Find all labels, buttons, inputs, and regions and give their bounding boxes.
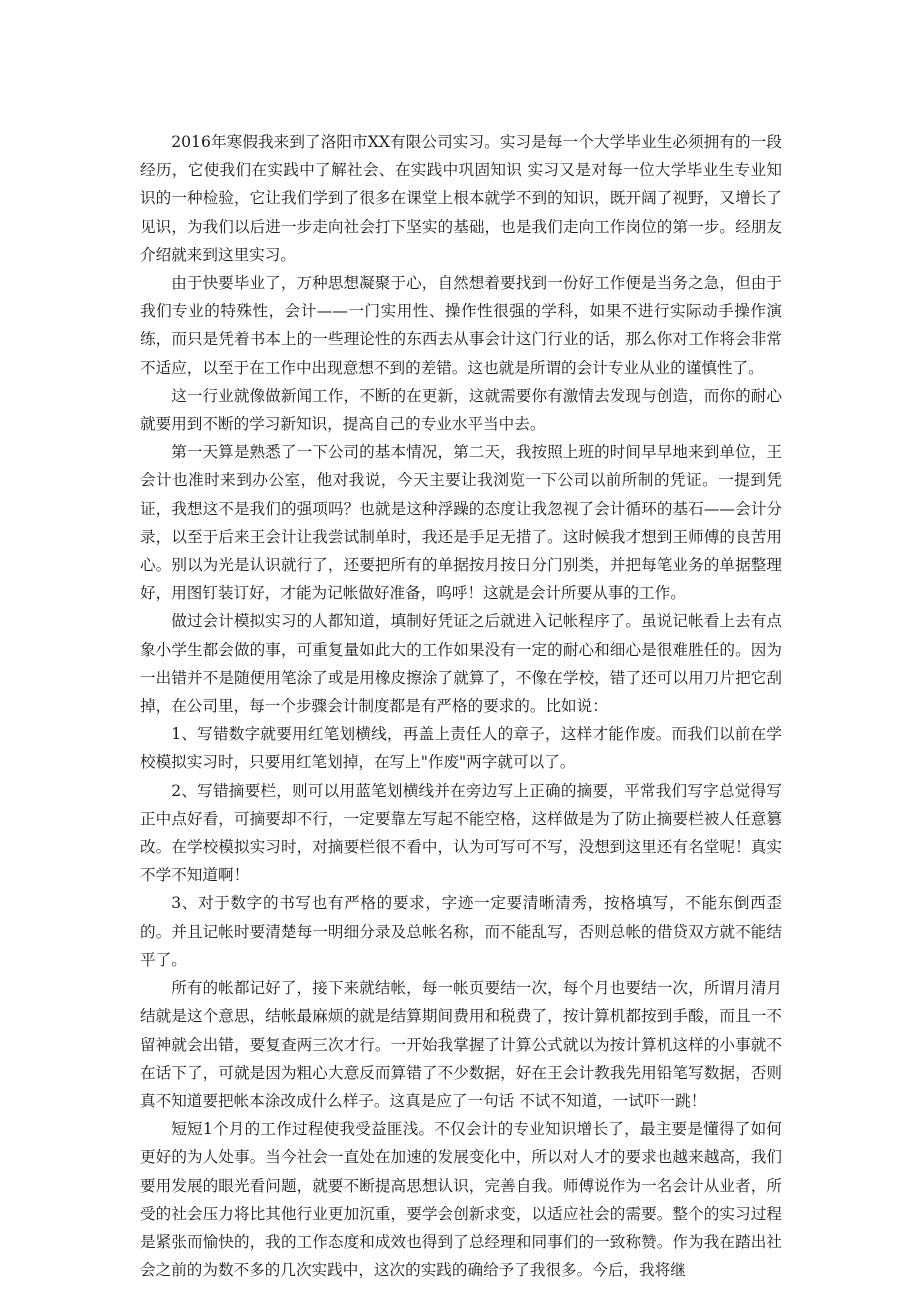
paragraph-2: 由于快要毕业了，万种思想凝聚于心，自然想着要找到一份好工作便是当务之急，但由于我们专业的特殊性，会计——一门实用性、操作性很强的学科，如果不进行实际动手操作演练，而只是凭着书本上的一些理论性的东西去从事会计这门行业的话，那么你对工作将会非常不适应，以至于在工作中出现意想不到的差错。这也就是所谓的会计专业从业的谨慎性了。 [140,274,782,377]
paragraph-7: 短短1个月的工作过程使我受益匪浅。不仅会计的专业知识增长了，最主要是懂得了如何更好的为人处事。当今社会一直处在加速的发展变化中，所以对人才的要求也越来越高，我们要用发展的眼光看问题，就要不断提高思想认识，完善自我。师傅说作为一名会计从业者，所受的社会压力将比其他行业更加沉重，要学会创新求变，以适应社会的需要。整个的实习过程是紧张而愉快的，我的工作态度和成效也得到了总经理和同事们的一致称赞。作为我在踏出社会之前的为数不多的几次实践中，这次的实践的确给予了我很多。今后，我将继 [140,1120,782,1280]
paragraph-4: 第一天算是熟悉了一下公司的基本情况，第二天，我按照上班的时间早早地来到单位，王会计也准时来到办公室，他对我说，今天主要让我浏览一下公司以前所制的凭证。一提到凭证，我想这不是我们的强项吗？也就是这种浮躁的态度让我忽视了会计循环的基石——会计分录，以至于后来王会计让我尝试制单时，我还是手足无措了。这时候我才想到王师傅的良苦用心。别以为光是认识就行了，还要把所有的单据按月按日分门别类，并把每笔业务的单据整理好，用图钉装订好，才能为记帐做好准备，呜呼！这就是会计所要从事的工作。 [140,443,782,603]
paragraph-3: 这一行业就像做新闻工作，不断的在更新，这就需要你有激情去发现与创造，而你的耐心就要用到不断的学习新知识，提高自己的专业水平当中去。 [140,386,782,434]
list-item-1: 1、写错数字就要用红笔划横线，再盖上责任人的章子，这样才能作废。而我们以前在学校模拟实习时，只要用红笔划掉，在写上"作废"两字就可以了。 [140,725,782,772]
document-body [140,128,782,1284]
paragraph-5: 做过会计模拟实习的人都知道，填制好凭证之后就进入记帐程序了。虽说记帐看上去有点象小学生都会做的事，可重复量如此大的工作如果没有一定的耐心和细心是很难胜任的。因为一出错并不是随便用笔涂了或是用橡皮擦涂了就算了，不像在学校，错了还可以用刀片把它刮掉，在公司里，每一个步骤会计制度都是有严格的要求的。比如说： [140,612,782,716]
list-item-2: 2、写错摘要栏，则可以用蓝笔划横线并在旁边写上正确的摘要，平常我们写字总觉得写正中点好看，可摘要却不行，一定要靠左写起不能空格，这样做是为了防止摘要栏被人任意篡改。在学校模拟实习时，对摘要栏很不看中，认为可写可不写，没想到这里还有名堂呢！真实不学不知道啊！ [140,781,782,885]
paragraph-1: 2016年寒假我来到了洛阳市XX有限公司实习。实习是每一个大学毕业生必须拥有的一段经历，它使我们在实践中了解社会、在实践中巩固知识 实习又是对每一位大学毕业生专业知识的一种检验，它让我们学到了很多在课堂上根本就学不到的知识，既开阔了视野，又增长了见识，为我们以后进一步走向社会打下坚实的基础，也是我们走向工作岗位的第一步。经朋友介绍就来到这里实习。 [140,133,782,264]
list-item-3: 3、对于数字的书写也有严格的要求，字迹一定要清晰清秀，按格填写，不能东倒西歪的。并且记帐时要清楚每一明细分录及总帐名称，而不能乱写，否则总帐的借贷双方就不能结平了。 [140,894,782,969]
paragraph-6: 所有的帐都记好了，接下来就结帐，每一帐页要结一次，每个月也要结一次，所谓月清月结就是这个意思，结帐最麻烦的就是结算期间费用和税费了，按计算机都按到手酸，而且一不留神就会出错，要复查两三次才行。一开始我掌握了计算公式就以为按计算机这样的小事就不在话下了，可就是因为粗心大意反而算错了不少数据，好在王会计教我先用铅笔写数据，否则真不知道要把帐本涂改成什么样子。这真是应了一句话 不试不知道，一试吓一跳！ [140,979,782,1110]
